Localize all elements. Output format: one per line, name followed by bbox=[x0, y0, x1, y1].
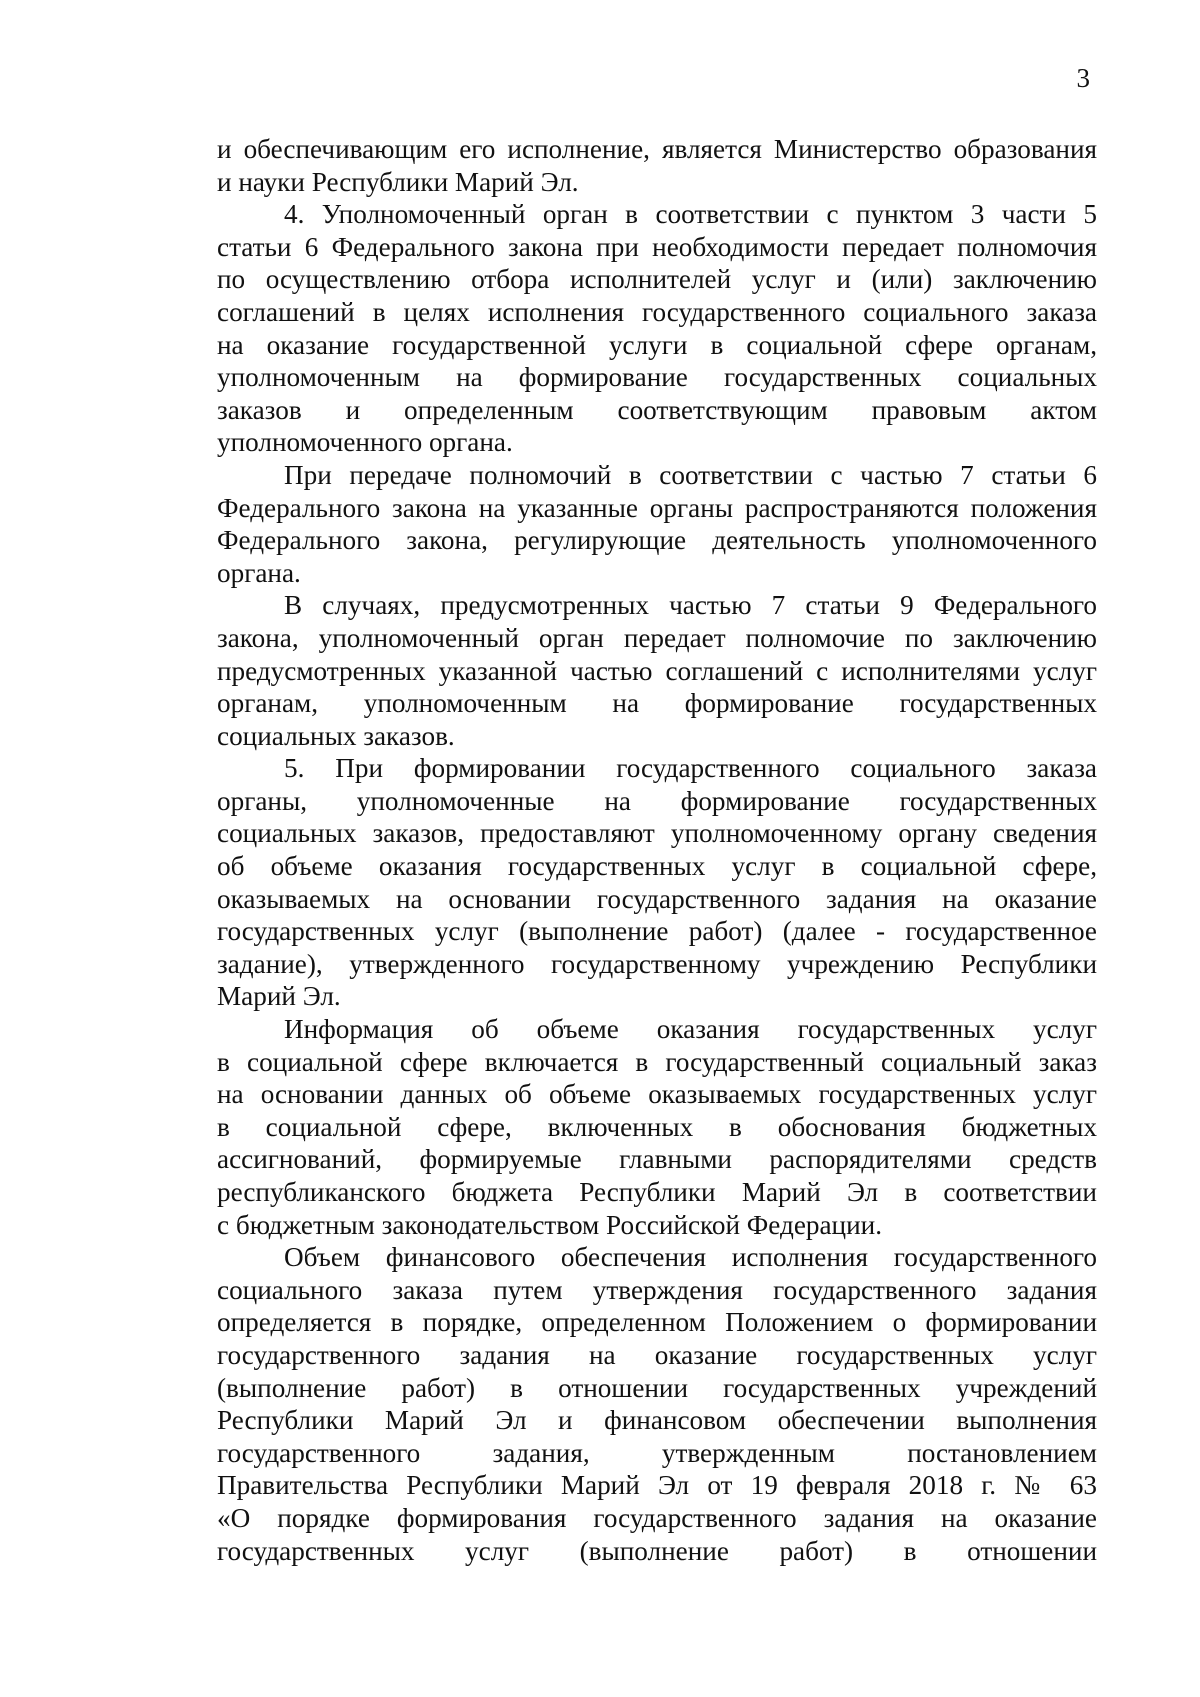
text-line: ассигнований, формируемые главными распорядителями средств bbox=[217, 1144, 1097, 1175]
text-line: об объеме оказания государственных услуг в социальной сфере, bbox=[217, 851, 1097, 882]
text-line: (выполнение работ) в отношении государственных учреждений bbox=[217, 1372, 1097, 1403]
text-line: заказов и определенным соответствующим правовым актом bbox=[217, 394, 1097, 425]
text-line: Правительства Республики Марий Эл от 19 февраля 2018 г. № 63 bbox=[217, 1470, 1097, 1501]
text-line: статьи 6 Федерального закона при необходимости передает полномочия bbox=[217, 231, 1097, 262]
text-line: определяется в порядке, определенном Положением о формировании bbox=[217, 1307, 1097, 1338]
text-line: и науки Республики Марий Эл. bbox=[217, 166, 579, 197]
text-line: В случаях, предусмотренных частью 7 статьи 9 Федерального bbox=[284, 590, 1097, 621]
text-line: Федерального закона на указанные органы распространяются положения bbox=[217, 492, 1097, 523]
text-line: государственных услуг (выполнение работ) в отношении bbox=[217, 1535, 1097, 1566]
text-line: оказываемых на основании государственного задания на оказание bbox=[217, 883, 1097, 914]
text-line: государственных услуг (выполнение работ) (далее - государственное bbox=[217, 916, 1097, 947]
text-line: органы, уполномоченные на формирование государственных bbox=[217, 785, 1097, 816]
text-line: органа. bbox=[217, 557, 301, 588]
text-line: «О порядке формирования государственного задания на оказание bbox=[217, 1502, 1097, 1533]
text-line: предусмотренных указанной частью соглашений с исполнителями услуг bbox=[217, 655, 1097, 686]
text-line: 5. При формировании государственного социального заказа bbox=[284, 753, 1097, 784]
text-line: государственного задания на оказание государственных услуг bbox=[217, 1339, 1097, 1370]
paragraph bbox=[217, 1241, 1097, 1567]
paragraph bbox=[217, 459, 1097, 589]
text-line: уполномоченным на формирование государственных социальных bbox=[217, 362, 1097, 393]
text-line: уполномоченного органа. bbox=[217, 427, 513, 458]
paragraph bbox=[217, 589, 1097, 752]
text-line: в социальной сфере включается в государственный социальный заказ bbox=[217, 1046, 1097, 1077]
paragraph bbox=[217, 1013, 1097, 1241]
text-line: Марий Эл. bbox=[217, 981, 341, 1012]
text-line: в социальной сфере, включенных в обоснования бюджетных bbox=[217, 1111, 1097, 1142]
paragraph bbox=[217, 133, 1097, 198]
paragraph bbox=[217, 752, 1097, 1013]
text-line: Федерального закона, регулирующие деятельность уполномоченного bbox=[217, 525, 1097, 556]
text-line: республиканского бюджета Республики Марий Эл в соответствии bbox=[217, 1177, 1097, 1207]
text-line: закона, уполномоченный орган передает полномочие по заключению bbox=[217, 622, 1097, 653]
page-number: 3 bbox=[1076, 63, 1090, 93]
text-line: Объем финансового обеспечения исполнения государственного bbox=[284, 1242, 1097, 1273]
text-line: органам, уполномоченным на формирование государственных bbox=[217, 688, 1097, 719]
text-line: и обеспечивающим его исполнение, является Министерство образования bbox=[217, 134, 1097, 164]
text-line: социальных заказов, предоставляют уполномоченному органу сведения bbox=[217, 818, 1097, 849]
text-line: Информация об объеме оказания государственных услуг bbox=[284, 1014, 1097, 1045]
paragraph bbox=[217, 198, 1097, 459]
text-line: социального заказа путем утверждения государственного задания bbox=[217, 1274, 1097, 1305]
text-line: с бюджетным законодательством Российской Федерации. bbox=[217, 1209, 883, 1240]
text-line: При передаче полномочий в соответствии с частью 7 статьи 6 bbox=[284, 459, 1097, 490]
document-body bbox=[217, 133, 1097, 1567]
text-line: 4. Уполномоченный орган в соответствии с пунктом 3 части 5 bbox=[284, 199, 1097, 230]
text-line: на оказание государственной услуги в социальной сфере органам, bbox=[217, 329, 1097, 360]
text-line: по осуществлению отбора исполнителей услуг и (или) заключению bbox=[217, 264, 1097, 295]
text-line: государственного задания, утвержденным постановлением bbox=[217, 1437, 1097, 1468]
text-line: задание), утвержденного государственному учреждению Республики bbox=[217, 948, 1097, 979]
text-line: на основании данных об объеме оказываемых государственных услуг bbox=[217, 1079, 1097, 1110]
text-line: Республики Марий Эл и финансовом обеспечении выполнения bbox=[217, 1405, 1097, 1436]
text-line: социальных заказов. bbox=[217, 720, 455, 751]
text-line: соглашений в целях исполнения государственного социального заказа bbox=[217, 296, 1097, 327]
